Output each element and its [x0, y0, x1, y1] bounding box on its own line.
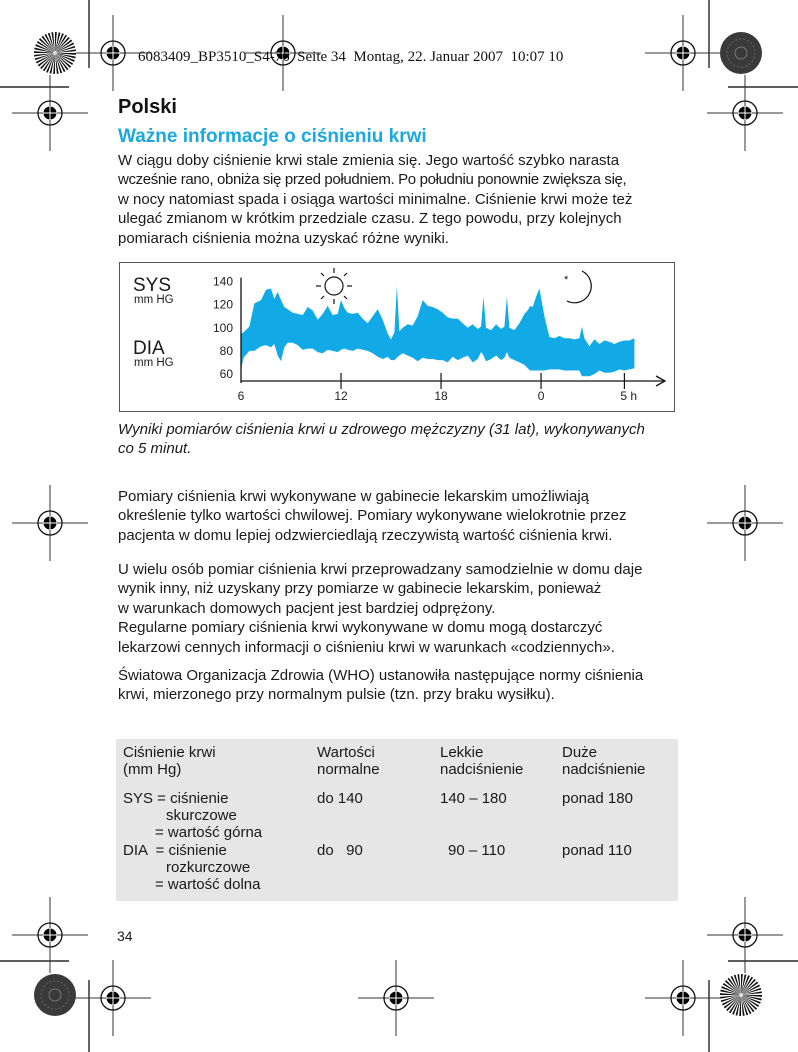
text-line: w warunkach domowych pacjent jest bardziej odprężony. — [118, 599, 496, 617]
table-header-severe — [562, 744, 645, 778]
sys-severe-value: ponad 180 — [562, 790, 633, 807]
x-tick-label: 6 — [237, 389, 245, 403]
language-heading: Polski — [118, 96, 177, 118]
text-line: Wyniki pomiarów ciśnienia krwi u zdrowego mężczyzny (31 lat), wykonywanych — [118, 421, 645, 438]
dia-normal-value: do 90 — [317, 842, 363, 859]
print-slug: 6083409_BP3510_S4-76 Seite 34 Montag, 22. Januar 2007 10:07 10 — [138, 49, 564, 65]
who-norms-table — [116, 739, 678, 901]
row-label-line: skurczowe — [166, 807, 237, 824]
y-tick-label: 140 — [212, 274, 233, 289]
chart-caption — [118, 420, 645, 458]
header-line: Lekkie — [440, 744, 484, 761]
table-row-sys-label — [123, 790, 262, 841]
row-label-line: rozkurczowe — [166, 859, 251, 876]
text-line: pomiarach ciśnienia można uzyskać różne wyniki. — [118, 229, 449, 247]
page-number: 34 — [117, 928, 133, 944]
paragraph-home-measurement — [118, 560, 688, 657]
sun-icon — [316, 268, 352, 304]
sys-mild-value: 140 – 180 — [440, 790, 507, 807]
table-row-dia-label — [123, 842, 260, 893]
header-line: nadciśnienie — [440, 761, 524, 778]
text-line: co 5 minut. — [118, 440, 192, 457]
sys-dia-band — [241, 286, 634, 376]
text-line: U wielu osób pomiar ciśnienia krwi przeprowadzany samodzielnie w domu daje — [118, 561, 643, 578]
row-label-line: = wartość górna — [155, 824, 263, 841]
header-line: normalne — [317, 761, 380, 778]
section-title: Ważne informacje o ciśnieniu krwi — [118, 126, 427, 147]
table-header-normal — [317, 744, 380, 778]
sys-unit-label: mm HG — [134, 294, 174, 306]
text-line: w nocy natomiast spada i osiąga wartości minimalne. Ciśnienie krwi może też — [118, 190, 633, 208]
table-header-pressure — [123, 744, 216, 778]
header-line: Duże — [562, 744, 598, 761]
header-line: Wartości — [317, 744, 375, 761]
dia-mild-value: 90 – 110 — [448, 842, 506, 859]
text-line: wcześnie rano, obniża się przed południem. Po południu ponownie zwiększa się, — [118, 171, 627, 189]
star-icon: * — [564, 274, 569, 286]
sys-normal-value: do 140 — [317, 790, 363, 807]
x-tick-label: 5 h — [620, 389, 638, 403]
header-line: (mm Hg) — [123, 761, 182, 778]
text-line: Światowa Organizacja Zdrowia (WHO) ustanowiła następujące normy ciśnienia — [118, 667, 644, 684]
text-line: krwi, mierzonego przy normalnym pulsie (tzn. przy braku wysiłku). — [118, 686, 555, 704]
sys-label: SYS — [133, 275, 172, 296]
y-tick-label: 100 — [212, 320, 233, 335]
moon-icon — [567, 271, 591, 303]
y-tick-label: 120 — [212, 297, 233, 312]
paragraph-who — [118, 666, 688, 705]
x-tick-label: 0 — [537, 389, 545, 403]
row-label-line: SYS = ciśnienie — [123, 790, 229, 807]
paragraph-measurements — [118, 487, 688, 545]
text-line: pacjenta w domu lepiej odzwierciedlają rzeczywistą wartość ciśnienia krwi. — [118, 526, 613, 544]
y-tick-label: 80 — [219, 343, 233, 358]
header-line: Ciśnienie krwi — [123, 744, 216, 761]
dia-unit-label: mm HG — [134, 357, 174, 369]
dia-severe-value: ponad 110 — [562, 842, 632, 859]
y-tick-label: 60 — [219, 367, 233, 381]
row-label-line: = wartość dolna — [155, 876, 261, 893]
table-header-mild — [440, 744, 523, 778]
row-label-line: DIA = ciśnienie — [123, 842, 227, 859]
header-line: nadciśnienie — [562, 761, 646, 778]
text-line: wynik inny, niż uzyskany przy pomiarze w gabinecie lekarskim, ponieważ — [118, 580, 602, 598]
x-tick-label: 12 — [334, 389, 348, 403]
text-line: Regularne pomiary ciśnienia krwi wykonywane w domu mogą dostarczyć — [118, 619, 603, 637]
x-tick-label: 18 — [434, 389, 448, 403]
text-line: W ciągu doby ciśnienie krwi stale zmienia się. Jego wartość szybko narasta — [118, 152, 620, 169]
dia-label: DIA — [133, 338, 165, 359]
text-line: lekarzowi cennych informacji o ciśnieniu krwi w warunkach «codziennych». — [118, 638, 615, 656]
text-line: ulegać zmianom w krótkim przedziale czasu. Z tego powodu, przy kolejnych — [118, 210, 622, 228]
text-line: Pomiary ciśnienia krwi wykonywane w gabinecie lekarskim umożliwiają — [118, 488, 590, 505]
text-line: określenie tylko wartości chwilowej. Pomiary wykonywane wielokrotnie przez — [118, 507, 627, 525]
